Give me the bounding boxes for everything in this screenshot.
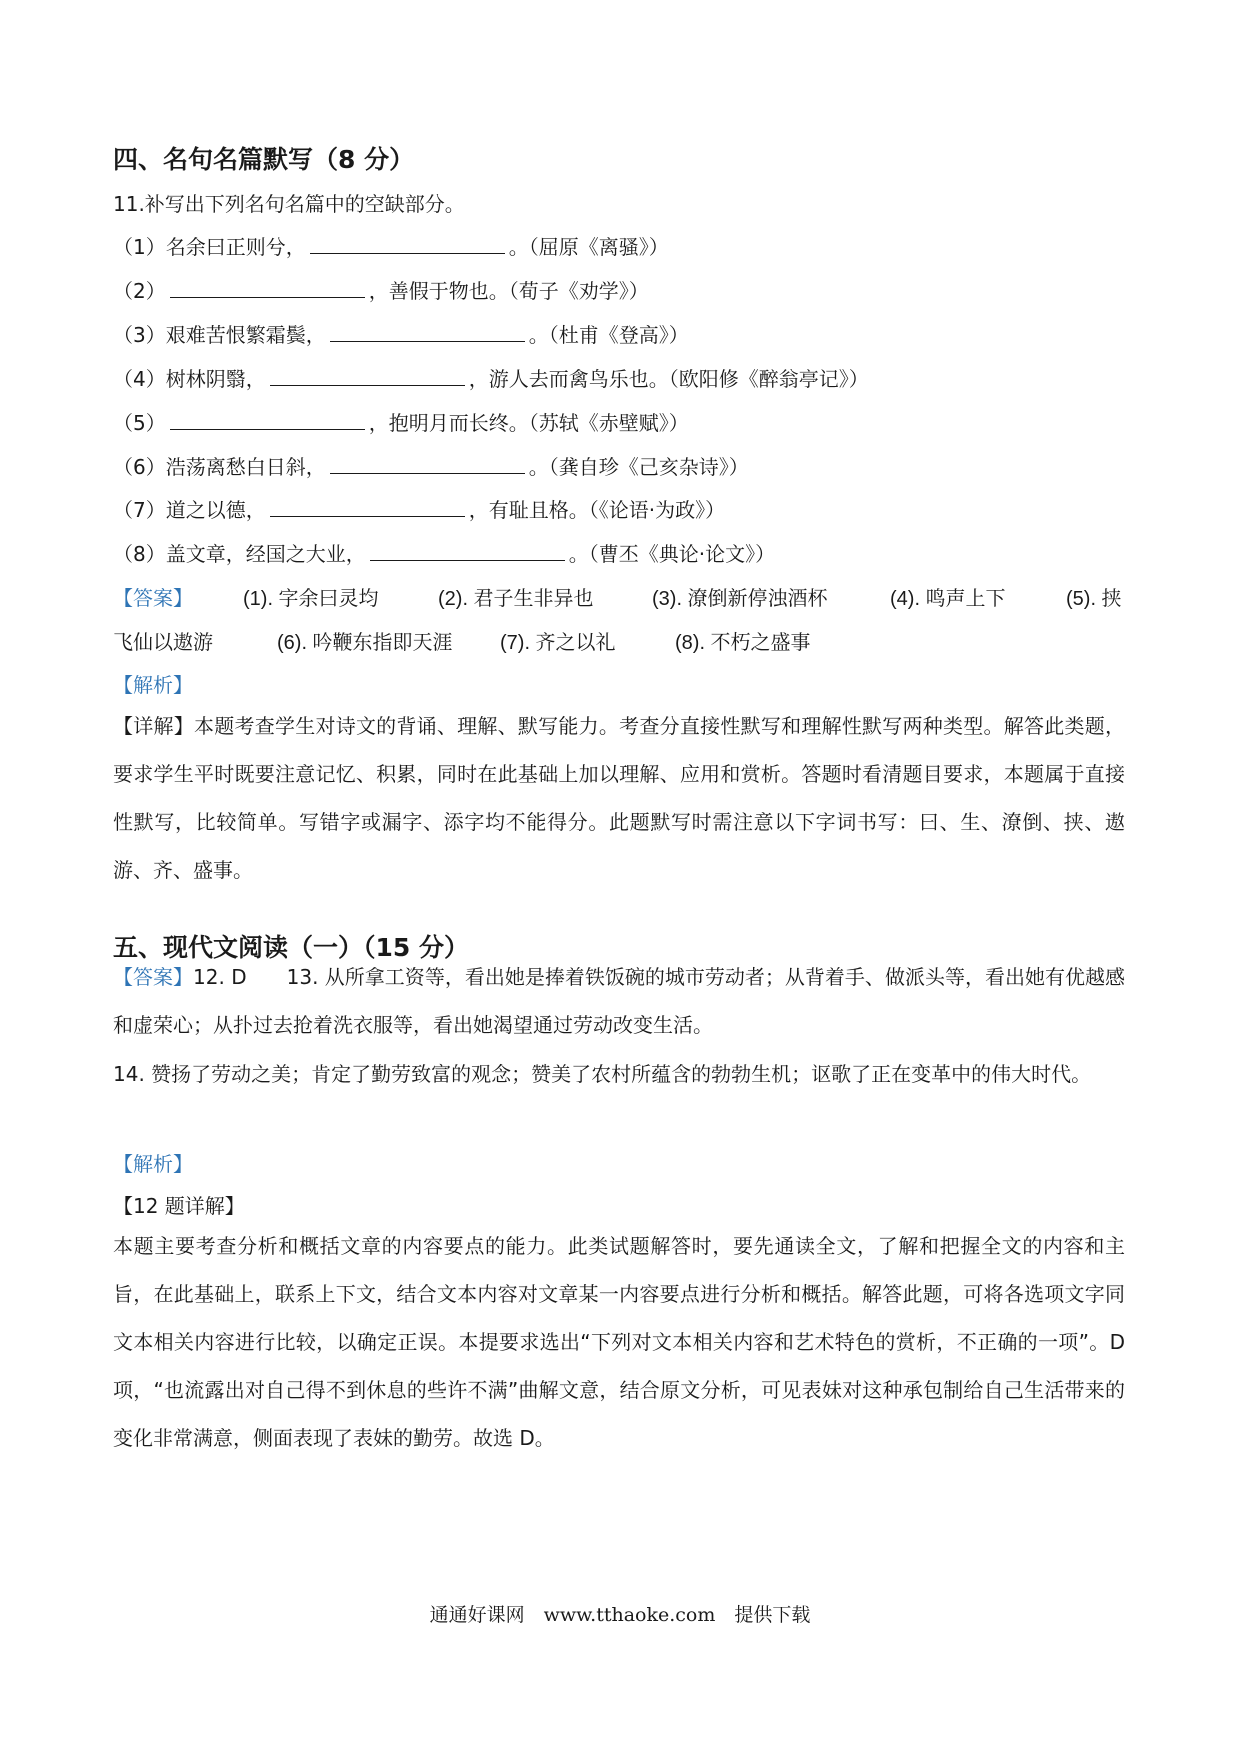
detail-paragraph: 【详解】本题考查学生对诗文的背诵、理解、默写能力。考查分直接性默写和理解性默写两种类型。解答此类题，要求学生平时既要注意记忆、积累，同时在此基础上加以理解、应用和赏析。答题时看清题目要求，本题属于直接性默写，比较简单。写错字或漏字、添字均不能得分。此题默写时需注意以下字词书写：曰、生、潦倒、挟、遨游、齐、盛事。 xyxy=(113,714,1125,882)
analysis-label: 【解析】 xyxy=(113,1152,193,1176)
answer-item: (5). 挟 xyxy=(1066,588,1122,610)
section-title: 四、名句名篇默写（8 分） xyxy=(113,145,415,174)
fill-in-item: （1）名余曰正则兮， 。（屈原《离骚》） xyxy=(113,235,669,259)
fill-in-item: （4）树林阴翳， ，游人去而禽鸟乐也。（欧阳修《醉翁亭记》） xyxy=(113,367,869,391)
answer-label: 【答案】 xyxy=(113,965,194,989)
question-stem: 11.补写出下列名句名篇中的空缺部分。 xyxy=(113,192,465,216)
answer-item: (2). 君子生非异也 xyxy=(438,588,594,610)
analysis-label: 【解析】 xyxy=(113,673,193,697)
fill-in-item: （7）道之以德， ，有耻且格。（《论语·为政》） xyxy=(113,498,726,522)
blank-line xyxy=(270,367,465,386)
blank-line xyxy=(330,323,525,342)
fill-in-item: （2） ，善假于物也。（荀子《劝学》） xyxy=(113,279,649,303)
answer-paragraph: 【答案】12. D 13. 从所拿工资等，看出她是捧着铁饭碗的城市劳动者；从背着手、做派头等，看出她有优越感和虚荣心；从扑过去抢着洗衣服等，看出她渴望通过劳动改变生活。 xyxy=(113,965,1126,1037)
page-footer: 通通好课网 www.tthaoke.com 提供下载 xyxy=(429,1604,811,1626)
detail-paragraph: 本题主要考查分析和概括文章的内容要点的能力。此类试题解答时，要先通读全文，了解和把握全文的内容和主旨，在此基础上，联系上下文，结合文本内容对文章某一内容要点进行分析和概括。解答此题，可将各选项文字同文本相关内容进行比较，以确定正误。本提要求选出“下列对文本相关内容和艺术特色的赏析，不正确的一项”。D 项，“也流露出对自己得不到休息的些许不满”曲解文意，结合原文分析，可见表妹对这种承包制给自己生活带来的变化非常满意，侧面表现了表妹的勤劳。故选 D。 xyxy=(113,1234,1125,1450)
answer-item: (8). 不朽之盛事 xyxy=(675,632,811,654)
blank-line xyxy=(330,455,525,474)
answer-item: (1). 字余曰灵均 xyxy=(243,588,379,610)
answer-item: (7). 齐之以礼 xyxy=(500,632,616,654)
blank-line xyxy=(170,279,365,298)
answer-item: (6). 吟鞭东指即天涯 xyxy=(277,632,453,654)
section-title: 五、现代文阅读（一）（15 分） xyxy=(113,933,469,962)
fill-in-item: （6）浩荡离愁白日斜， 。（龚自珍《己亥杂诗》） xyxy=(113,455,749,479)
fill-in-item: （8）盖文章，经国之大业， 。（曹丕《典论·论文》） xyxy=(113,542,776,566)
detail-title: 【12 题详解】 xyxy=(113,1194,245,1218)
answer-label: 【答案】 xyxy=(113,586,193,610)
fill-in-item: （5） ，抱明月而长终。（苏轼《赤壁赋》） xyxy=(113,411,689,435)
blank-line xyxy=(270,498,465,517)
blank-line xyxy=(170,411,365,430)
answer-item: (3). 潦倒新停浊酒杯 xyxy=(652,588,828,610)
answer-item: (4). 鸣声上下 xyxy=(890,588,1006,610)
blank-line xyxy=(310,235,505,254)
answer-item: 飞仙以遨游 xyxy=(113,632,213,654)
answer-14: 14. 赞扬了劳动之美；肯定了勤劳致富的观念；赞美了农村所蕴含的勃勃生机；讴歌了正在变革中的伟大时代。 xyxy=(113,1062,1092,1086)
blank-line xyxy=(370,542,565,561)
fill-in-item: （3）艰难苦恨繁霜鬓， 。（杜甫《登高》） xyxy=(113,323,689,347)
